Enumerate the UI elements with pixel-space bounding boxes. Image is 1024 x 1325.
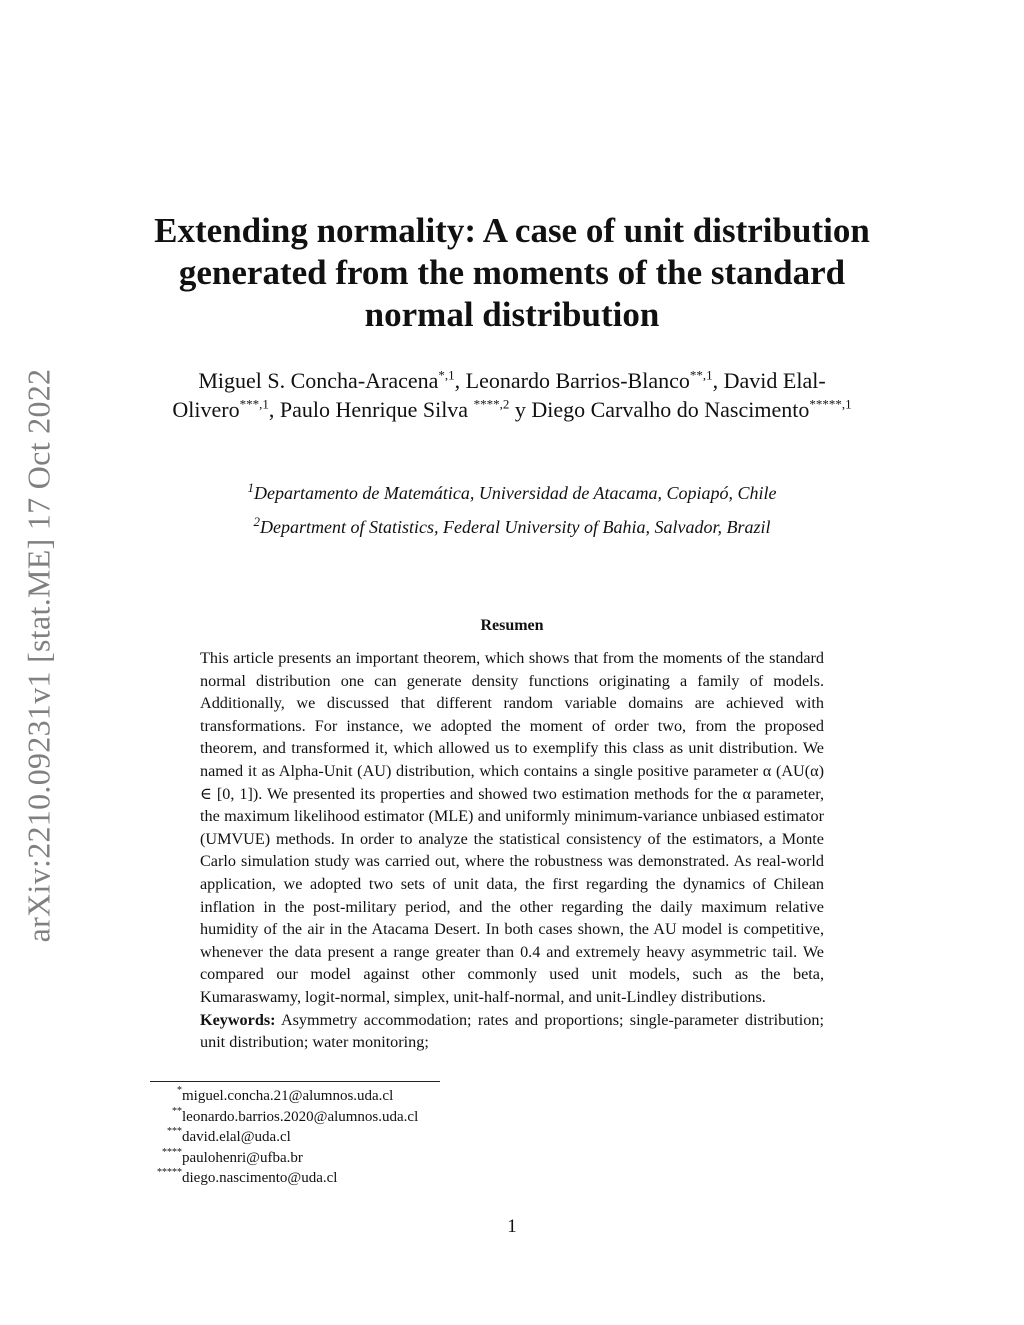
footnote-email: leonardo.barrios.2020@alumnos.uda.cl xyxy=(182,1108,419,1125)
footnote-mark: * xyxy=(177,1085,182,1096)
footnote xyxy=(140,1168,640,1189)
author-separator: , xyxy=(454,368,466,393)
author-separator: , xyxy=(712,368,724,393)
abstract-body: This article presents an important theorem, which shows that from the moments of the standard normal distribution one can generate density functions originating a family of models. Additionally, we discussed that different random variable domains are achieved with transformations. For instance, we adopted the moment of order two, from the proposed theorem, and transformed it, which allowed us to exemplify this class as unit distribution. We named it as Alpha-Unit (AU) distribution, which contains a single positive parameter α (AU(α) ∈ [0, 1]). We presented its properties and showed two estimation methods for the α parameter, the maximum likelihood estimator (MLE) and uniformly minimum-variance unbiased estimator (UMVUE) methods. In order to analyze the statistical consistency of the estimators, a Monte Carlo simulation study was carried out, where the robustness was demonstrated. As real-world application, we adopted two sets of unit data, the first regarding the dynamics of Chilean inflation in the post-military period, and the other regarding the daily maximum relative humidity of the air in the Atacama Desert. In both cases shown, the AU model is competitive, whenever the data present a range greater than 0.4 and extremely heavy asymmetric tail. We compared our model against other commonly used unit models, such as the beta, Kumaraswamy, logit-normal, simplex, unit-half-normal, and unit-Lindley distributions. xyxy=(200,649,824,1006)
author-name: Miguel S. Concha-Aracena xyxy=(198,368,439,393)
author-separator: , xyxy=(268,397,280,422)
footnote xyxy=(140,1086,640,1107)
page-number: 1 xyxy=(507,1216,517,1237)
abstract xyxy=(200,647,824,1054)
arxiv-identifier-text: arXiv:2210.09231v1 [stat.ME] 17 Oct 2022 xyxy=(20,368,57,942)
footnotes xyxy=(140,1086,640,1189)
author-affiliation-mark: ****,2 xyxy=(473,396,510,412)
affiliation-text: Departamento de Matemática, Universidad de Atacama, Copiapó, Chile xyxy=(253,483,777,503)
author-name: David Elal-Olivero xyxy=(172,368,826,422)
affiliation-text: Department of Statistics, Federal University of Bahia, Salvador, Brazil xyxy=(260,517,771,537)
author-list xyxy=(150,366,874,424)
footnote-mark: *** xyxy=(167,1126,182,1137)
author-name: Leonardo Barrios-Blanco xyxy=(465,368,690,393)
footnote xyxy=(140,1148,640,1169)
footnote-rule xyxy=(150,1081,440,1082)
author-name: Paulo Henrique Silva xyxy=(279,397,474,422)
footnote-email: paulohenri@ufba.br xyxy=(182,1149,303,1166)
author-separator: y xyxy=(509,397,532,422)
footnote-mark: ***** xyxy=(157,1167,182,1178)
footnote xyxy=(140,1107,640,1128)
footnote-mark: **** xyxy=(162,1146,182,1158)
author-affiliation-mark: ***,1 xyxy=(239,396,269,412)
affiliation xyxy=(130,481,894,505)
author-affiliation-mark: *,1 xyxy=(438,367,455,383)
author-affiliation-mark: *****,1 xyxy=(809,396,852,412)
keywords-text: Asymmetry accommodation; rates and proportions; single-parameter distribution; unit distribution; water monitoring; xyxy=(200,1010,824,1052)
abstract-heading: Resumen xyxy=(480,617,544,634)
footnote-mark: ** xyxy=(172,1105,182,1117)
author-name: Diego Carvalho do Nascimento xyxy=(531,397,810,422)
keywords xyxy=(200,1009,824,1054)
footnote-email: diego.nascimento@uda.cl xyxy=(182,1170,338,1186)
affiliation xyxy=(130,515,894,539)
paper-title: Extending normality: A case of unit distribution generated from the moments of the standard normal distribution xyxy=(154,211,870,334)
arxiv-identifier-stamp xyxy=(20,350,58,960)
author-affiliation-mark: **,1 xyxy=(689,367,713,383)
affiliation-number: 1 xyxy=(247,480,254,495)
footnote-email: miguel.concha.21@alumnos.uda.cl xyxy=(182,1088,394,1104)
footnote xyxy=(140,1127,640,1148)
affiliation-number: 2 xyxy=(253,514,261,529)
keywords-label: Keywords: xyxy=(200,1010,276,1029)
footnote-email: david.elal@uda.cl xyxy=(182,1129,291,1145)
